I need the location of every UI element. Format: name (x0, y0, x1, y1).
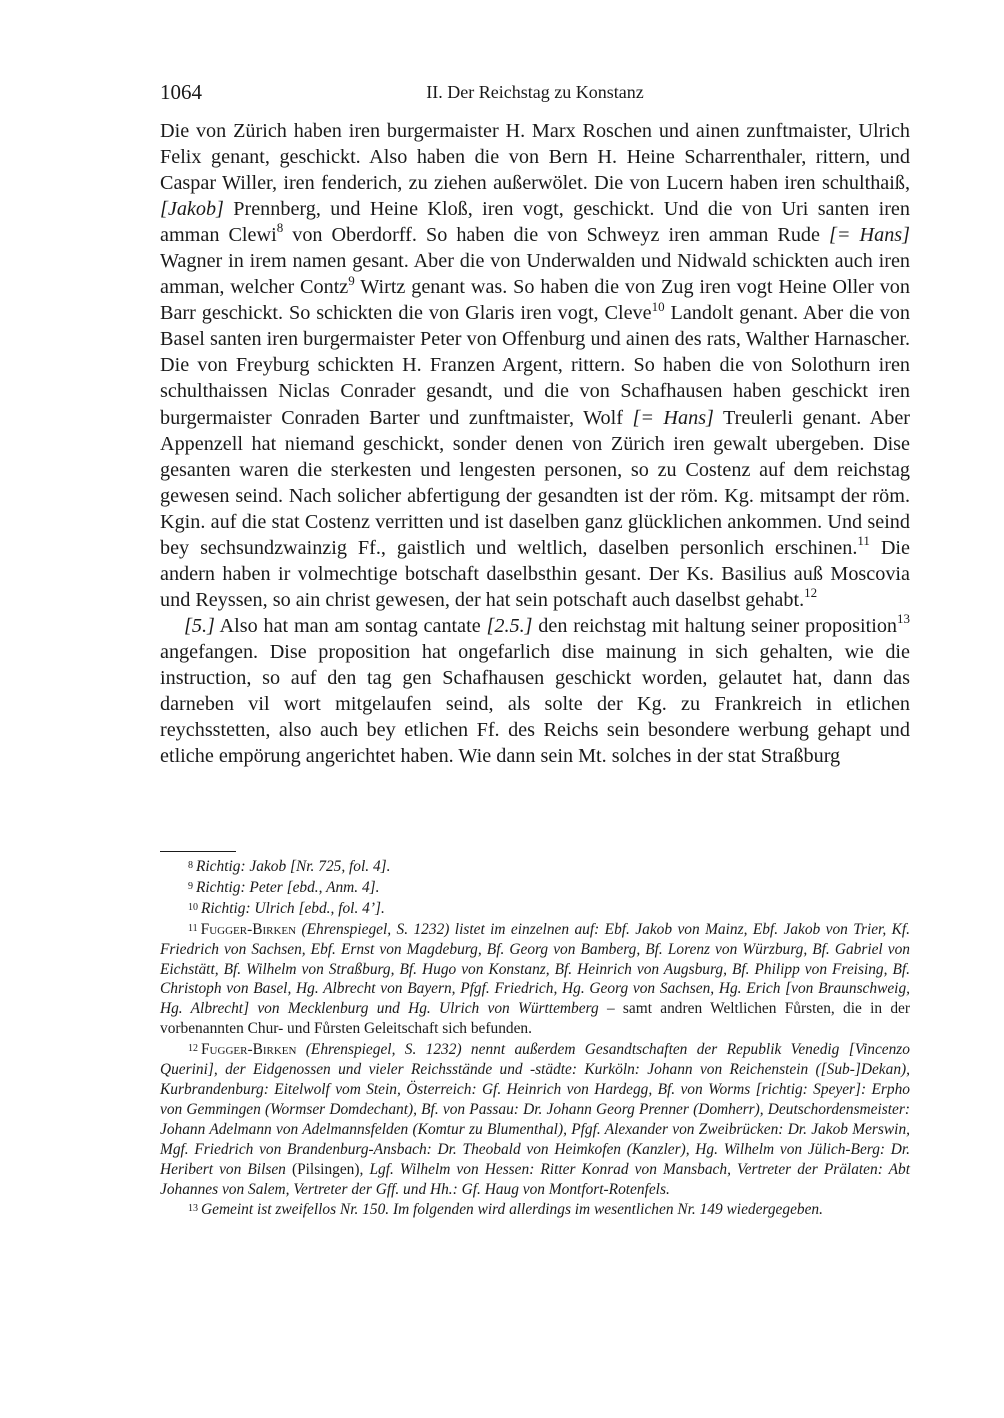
footnote-8 (160, 856, 910, 877)
text-run: Die von Zürich haben iren burgermaister H. Marx Roschen und ainen zunftmaister, Ulrich Felix genant, geschickt. Also haben die von Bern H. Heine Scharrenthaler, rittern, und Caspar Willer, iren fenderich, zu ziehen außerwölet. Die von Lucern haben iren schulthaiß, (160, 120, 910, 195)
section-marker: [5.] (184, 614, 215, 637)
footnote-text (160, 1041, 910, 1197)
footnote-13 (160, 1199, 910, 1220)
footnote-9 (160, 877, 910, 898)
footnote-text: Richtig: Peter [ebd., Anm. 4]. (196, 878, 380, 896)
footnote-ref-9[interactable]: 9 (348, 272, 355, 288)
footnote-11 (160, 919, 910, 1039)
text-run: Wirtz genant was. So haben die von Zug iren vogt Heine Oller von Barr geschickt. So schickten die von Glaris iren vogt, Cleve (160, 276, 910, 325)
text-run: angefangen. Dise proposition hat ongefarlich dise mainung in sich gehalten, wie die instruction, so auf den tag gen Schafhausen geschickt worden, gelautet hat, dann das darneben vil wort mitgelaufen seind, als solte der Kg. zu Frankreich in etlichen reychsstetten, also auch bey etlichen Ff. des Reichs sein besondere werbung gehapt und etliche empörung angerichtet haben. Wie dann sein Mt. solches in der stat Straßburg (160, 640, 910, 768)
footnote-number: 13 (188, 1203, 198, 1215)
footnote-ref-11[interactable]: 11 (857, 533, 870, 549)
footnote-text: Gemeint ist zweifellos Nr. 150. Im folgenden wird allerdings im wesentlichen Nr. 149 wiedergegeben. (201, 1201, 823, 1219)
text-run: von Oberdorff. So haben die von Schweyz iren amman Rude (283, 224, 830, 247)
footnote-quote: samt andren Weltlichen Fůrsten, die in der vorbenannten Chur- und Fůrsten Geleitschaft sich befunden. (160, 1000, 911, 1038)
footnote-number: 12 (188, 1043, 198, 1055)
text-run: Prennberg, und Heine Kloß, iren vogt, geschickt. Und die von Uri santen iren amman Clewi (160, 198, 910, 247)
footnote-number: 9 (188, 880, 193, 892)
editorial-insertion: [= Hans] (829, 224, 911, 247)
text-run: Landolt genant. Aber die von Basel santen iren burgermaister Peter von Offenburg und ainen des rats, Walther Harnascher. Die von Freyburg schickten H. Franzen Argent, rittern. So haben die von Solothurn iren schulthaissen Niclas Conrader gesandt, und die von Schafhausen haben geschickt iren burgermaister Conraden Barter und zunftmaister, Wolf (160, 302, 910, 429)
running-head (160, 80, 910, 110)
footnote-upright: (Pilsingen) (285, 1160, 360, 1178)
running-title: II. Der Reichstag zu Konstanz (426, 82, 644, 102)
text-run: Also hat man am sontag cantate (214, 614, 487, 637)
text-run: Treulerli genant. Aber Appenzell hat niemand geschickt, sonder denen von Zürich iren gewalt ubergeben. Dise gesanten waren die sterkesten und lengesten personen, so zu Costenz auf dem reichstag gewesen seind. Nach solicher abfertigung der gesandten ist der röm. Kg. mitsampt der röm. Kgin. auf die stat Costenz verritten und ist daselben ganz glücklichen ankommen. Und seind bey sechsundzwainzig Ff., gaistlich und weltlich, daselben personlich erschinen. (160, 406, 911, 559)
footnote-text: Richtig: Jakob [Nr. 725, fol. 4]. (196, 858, 391, 875)
footnote-text: Richtig: Ulrich [ebd., fol. 4’]. (201, 899, 385, 917)
footnote-text-italic: (Ehrenspiegel, S. 1232) listet im einzelnen auf: Ebf. Jakob von Mainz, Ebf. Jakob von Trier, Kf. Friedrich von Sachsen, Ebf. Ernst von Magdeburg, Bf. Georg von Bamberg, Bf. Lorenz von Würzburg, Bf. Gabriel von Eichstätt, Bf. Wilhelm von Straßburg, Bf. Hugo von Konstanz, Bf. Heinrich von Augsburg, Bf. Philipp von Freising, Bf. Christoph von Basel, Hg. Albrecht von Bayern, Pfgf. Friedrich, Hg. Georg von Sachsen, Hg. Erich [von Braunschweig, Hg. Albrecht] von Mecklenburg und Hg. Ulrich von Württemberg – (160, 920, 910, 1018)
text-run: Wagner in irem namen gesant. Aber die von Underwalden und Nidwald schickten auch iren amman, welcher Contz (160, 250, 910, 299)
footnote-number: 8 (188, 860, 193, 871)
editorial-insertion: [= Hans] (632, 406, 714, 429)
page-number: 1064 (160, 80, 202, 104)
author-name: Fugger-Birken (200, 920, 297, 938)
paragraph-2 (160, 613, 910, 769)
paragraph-1 (160, 118, 910, 613)
footnote-number: 10 (188, 901, 198, 913)
footnote-ref-8[interactable]: 8 (276, 220, 284, 236)
footnote-divider (160, 851, 236, 852)
footnote-12 (160, 1039, 910, 1199)
author-name: Fugger-Birken (201, 1041, 297, 1059)
date-insertion: [2.5.] (486, 614, 533, 637)
footnote-number: 11 (188, 922, 198, 934)
editorial-insertion: [Jakob] (160, 198, 224, 221)
main-text (160, 118, 910, 769)
footnote-text (160, 921, 910, 1038)
text-run: Die andern haben ir volmechtige botschaft daselbsthin gesant. Der Ks. Basilius auß Moscovia und Reyssen, so ain christ gewesen, der hat sein potschaft auch daselbst gehabt. (160, 536, 911, 611)
footnote-text-italic: (Ehrenspiegel, S. 1232) nennt außerdem Gesandtschaften der Republik Venedig [Vincenzo Querini], der Eidgenossen und vieler Reichsstände und -städte: Kurköln: Johann von Reichenstein ([Sub-]Dekan), Kurbrandenburg: Eitelwolf vom Stein, Österreich: Gf. Heinrich von Hardegg, Bf. von Worms [richtig: Speyer]: Erpho von Gemmingen (Wormser Domdechant), Bf. von Passau: Dr. Johann Georg Prenner (Domherr), Deutschordensmeister: Johann Adelmann von Adelmannsfelden (Komtur zu Blumenthal), Pfgf. Alexander von Zweibrücken: Dr. Jakob Merswin, Mgf. Friedrich von Brandenburg-Ansbach: Dr. Theobald von Heimkofen (Kanzler), Hg. Wilhelm von Jülich-Berg: Dr. Heribert von Bilsen (160, 1041, 910, 1178)
text-run: den reichstag mit haltung seiner proposition (532, 614, 898, 637)
footnote-10 (160, 898, 910, 919)
footnote-ref-10[interactable]: 10 (651, 298, 665, 314)
footnotes (160, 856, 910, 1220)
footnote-text-italic: , Lgf. Wilhelm von Hessen: Ritter Konrad von Mansbach, Vertreter der Prälaten: Abt Johannes von Salem, Vertreter der Gff. und Hh.: Gf. Haug von Montfort-Rotenfels. (160, 1160, 911, 1198)
footnote-ref-13[interactable]: 13 (897, 611, 911, 627)
footnote-ref-12[interactable]: 12 (804, 585, 818, 601)
